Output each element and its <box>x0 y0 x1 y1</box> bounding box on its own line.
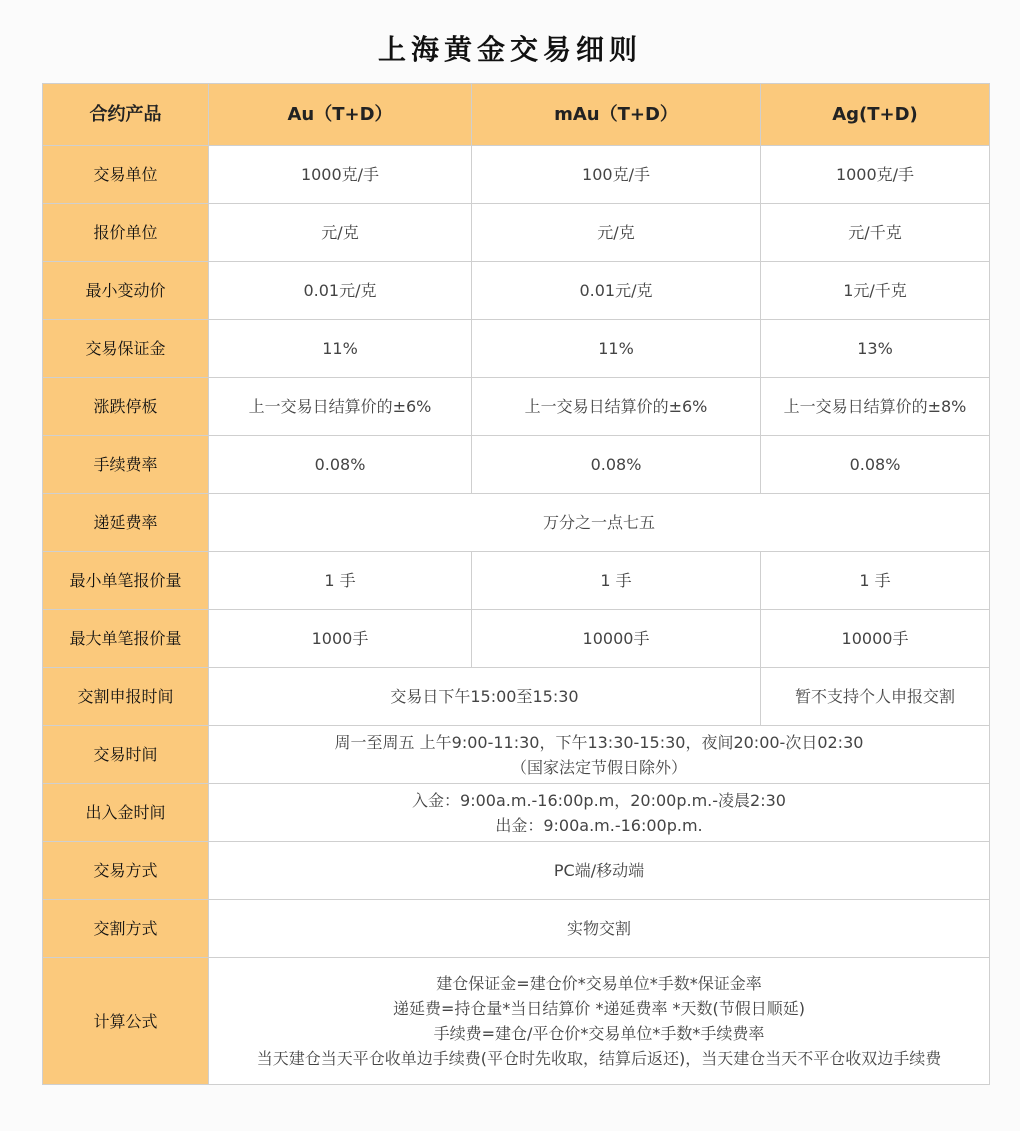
row-min-tick <box>43 262 990 320</box>
row-label: 递延费率 <box>43 494 209 552</box>
header-ag-td: Ag(T+D) <box>761 84 990 146</box>
cell-merged <box>209 726 990 784</box>
row-deferral-rate <box>43 494 990 552</box>
row-label: 交易方式 <box>43 842 209 900</box>
cell-ag: 1元/千克 <box>761 262 990 320</box>
text-line: 当天建仓当天平仓收单边手续费(平仓时先收取，结算后返还)，当天建仓当天不平仓收双边手续费 <box>256 1049 942 1068</box>
row-price-limit <box>43 378 990 436</box>
cell-au: 0.08% <box>209 436 472 494</box>
row-trading-time <box>43 726 990 784</box>
cell-au: 11% <box>209 320 472 378</box>
cell-ag: 0.08% <box>761 436 990 494</box>
text-line: 出金：9:00a.m.-16:00p.m. <box>495 815 703 835</box>
row-label: 涨跌停板 <box>43 378 209 436</box>
cell-mau: 1 手 <box>472 552 761 610</box>
cell-ag: 13% <box>761 320 990 378</box>
cell-merged: 万分之一点七五 <box>209 494 990 552</box>
row-label: 计算公式 <box>43 958 209 1085</box>
cell-merged <box>209 958 990 1085</box>
row-trading-unit <box>43 146 990 204</box>
header-label: 合约产品 <box>43 84 209 146</box>
cell-mau: 0.01元/克 <box>472 262 761 320</box>
cell-au: 1000手 <box>209 610 472 668</box>
cell-merged <box>209 784 990 842</box>
text-line: 递延费=持仓量*当日结算价 *递延费率 *天数(节假日顺延) <box>392 999 806 1018</box>
row-min-order <box>43 552 990 610</box>
header-mau-td: mAu（T+D） <box>472 84 761 146</box>
text-line: 入金：9:00a.m.-16:00p.m，20:00p.m.-凌晨2:30 <box>412 790 786 810</box>
cell-merged: 实物交割 <box>209 900 990 958</box>
row-label: 手续费率 <box>43 436 209 494</box>
text-line: 周一至周五 上午9:00-11:30，下午13:30-15:30，夜间20:00-次日02:30 <box>334 732 864 752</box>
cell-au: 元/克 <box>209 204 472 262</box>
gold-trading-rules-table <box>42 83 990 1085</box>
row-quote-unit <box>43 204 990 262</box>
row-label: 交割方式 <box>43 900 209 958</box>
cell-mau: 11% <box>472 320 761 378</box>
row-label: 交易单位 <box>43 146 209 204</box>
row-delivery-method <box>43 900 990 958</box>
header-au-td: Au（T+D） <box>209 84 472 146</box>
row-label: 出入金时间 <box>43 784 209 842</box>
cell-ag: 上一交易日结算价的±8% <box>761 378 990 436</box>
row-formula <box>43 958 990 1085</box>
text-line: （国家法定节假日除外） <box>510 757 687 777</box>
row-trading-method <box>43 842 990 900</box>
cell-au: 上一交易日结算价的±6% <box>209 378 472 436</box>
cell-au: 1000克/手 <box>209 146 472 204</box>
text-line: 建仓保证金=建仓价*交易单位*手数*保证金率 <box>436 974 762 993</box>
cell-au: 1 手 <box>209 552 472 610</box>
cell-ag: 1 手 <box>761 552 990 610</box>
text-line: 手续费=建仓/平仓价*交易单位*手数*手续费率 <box>433 1024 765 1043</box>
row-margin <box>43 320 990 378</box>
row-delivery-time <box>43 668 990 726</box>
row-label: 最小变动价 <box>43 262 209 320</box>
cell-merged: 交易日下午15:00至15:30 <box>209 668 761 726</box>
row-funds-time <box>43 784 990 842</box>
cell-ag: 暂不支持个人申报交割 <box>761 668 990 726</box>
cell-mau: 元/克 <box>472 204 761 262</box>
row-label: 交易时间 <box>43 726 209 784</box>
cell-mau: 10000手 <box>472 610 761 668</box>
cell-ag: 元/千克 <box>761 204 990 262</box>
cell-ag: 1000克/手 <box>761 146 990 204</box>
table-header-row <box>43 84 990 146</box>
cell-mau: 100克/手 <box>472 146 761 204</box>
row-label: 最小单笔报价量 <box>43 552 209 610</box>
page-title: 上海黄金交易细则 <box>377 33 642 66</box>
row-label: 交割申报时间 <box>43 668 209 726</box>
row-label: 报价单位 <box>43 204 209 262</box>
row-max-order <box>43 610 990 668</box>
row-label: 交易保证金 <box>43 320 209 378</box>
cell-ag: 10000手 <box>761 610 990 668</box>
row-fee-rate <box>43 436 990 494</box>
cell-mau: 0.08% <box>472 436 761 494</box>
row-label: 最大单笔报价量 <box>43 610 209 668</box>
cell-mau: 上一交易日结算价的±6% <box>472 378 761 436</box>
cell-au: 0.01元/克 <box>209 262 472 320</box>
cell-merged: PC端/移动端 <box>209 842 990 900</box>
